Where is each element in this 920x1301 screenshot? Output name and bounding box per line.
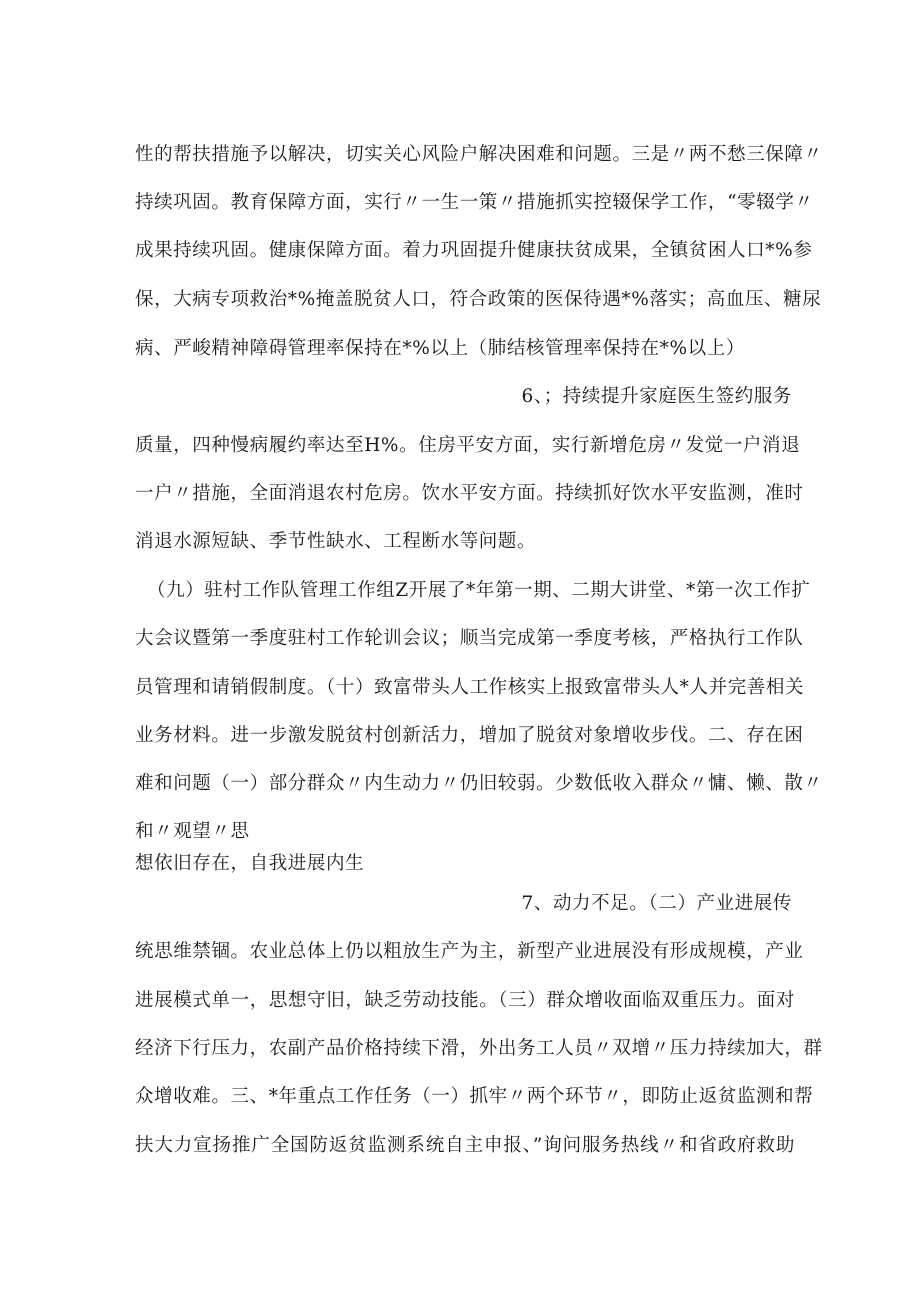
text-line: 性的帮扶措施予以解决，切实关心风险户解决困难和问题。三是〃两不愁三保障〃	[135, 144, 823, 165]
text-line: 统思维禁锢。农业总体上仍以粗放生产为主，新型产业进展没有形成规模，产业	[135, 941, 804, 962]
text-line: 扶大力宣扬推广全国防返贫监测系统自主申报、”询问服务热线〃和省政府救助	[135, 1135, 795, 1156]
text-line: 进展模式单一，思想守旧，缺乏劳动技能。（三）群众增收面临双重压力。面对	[135, 990, 795, 1011]
text-line: 消退水源短缺、季节性缺水、工程断水等问题。	[135, 531, 537, 552]
text-line: 持续巩固。教育保障方面，实行〃一生一策〃措施抓实控辍保学工作，“零辍学〃	[135, 192, 814, 213]
text-line: 保，大病专项救治*%掩盖脱贫人口，符合政策的医保待遇*%落实；高血压、糖尿	[135, 289, 822, 310]
text-line: 员管理和请销假制度。（十）致富带头人工作核实上报致富带头人*人并完善相关	[135, 677, 805, 698]
text-line: 病、严峻精神障碍管理率保持在*%以上（肺结核管理率保持在*%以上）	[135, 338, 745, 359]
section-heading-line: （九）驻村工作队管理工作组Z开展了*年第一期、二期大讲堂、*第一次工作扩	[147, 580, 811, 601]
text-line: 想依旧存在，自我进展内生	[135, 853, 365, 874]
text-line: 业务材料。进一步激发脱贫村创新活力，增加了脱贫对象增收步伐。二、存在困	[135, 725, 804, 746]
numbered-item-7: 7、动力不足。（二）产业进展传	[521, 893, 792, 914]
text-line: 众增收难。三、*年重点工作任务（一）抓牢〃两个环节〃，即防止返贫监测和帮	[135, 1086, 814, 1107]
text-line: 大会议暨第一季度驻村工作轮训会议；顺当完成第一季度考核，严格执行工作队	[135, 628, 804, 649]
text-line: 一户〃措施，全面消退农村危房。饮水平安方面。持续抓好饮水平安监测，准时	[135, 483, 804, 504]
text-line: 质量，四种慢病履约率达至H%。住房平安方面，实行新增危房〃发觉一户消退	[135, 435, 801, 456]
text-line: 和〃观望〃思	[135, 821, 250, 842]
text-line: 经济下行压力，农副产品价格持续下滑，外出务工人员〃双增〃压力持续加大，群	[135, 1038, 823, 1059]
numbered-item-6: 6、；持续提升家庭医生签约服务	[521, 386, 792, 407]
text-line: 成果持续巩固。健康保障方面。着力巩固提升健康扶贫成果，全镇贫困人口*%参	[135, 240, 813, 261]
text-line: 难和问题（一）部分群众〃内生动力〃仍旧较弱。少数低收入群众〃慵、懒、散〃	[135, 773, 823, 794]
